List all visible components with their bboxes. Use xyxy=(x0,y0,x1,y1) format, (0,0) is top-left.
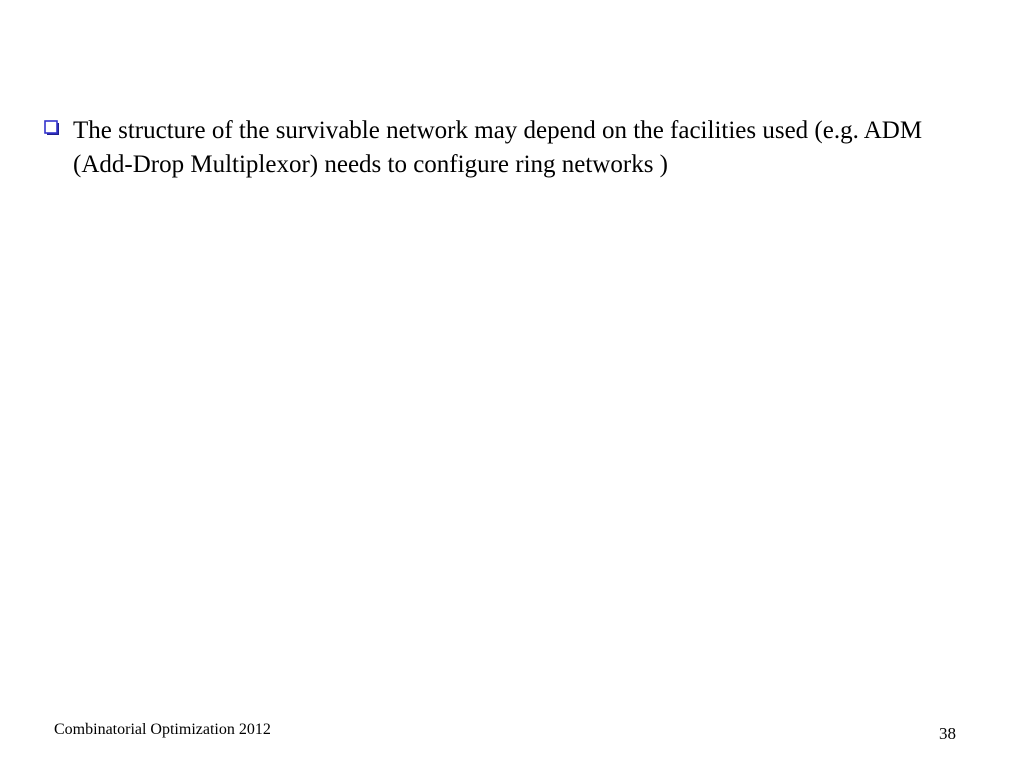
bullet-text: The structure of the survivable network may depend on the facilities used (e.g. ADM (Add-Drop Multiplexor) needs to configure ring networks ) xyxy=(73,117,923,178)
page-number: 38 xyxy=(939,724,956,743)
bullet-item xyxy=(44,114,984,182)
hollow-square-bullet-icon xyxy=(44,120,60,136)
footer-course-label: Combinatorial Optimization 2012 xyxy=(54,721,271,738)
